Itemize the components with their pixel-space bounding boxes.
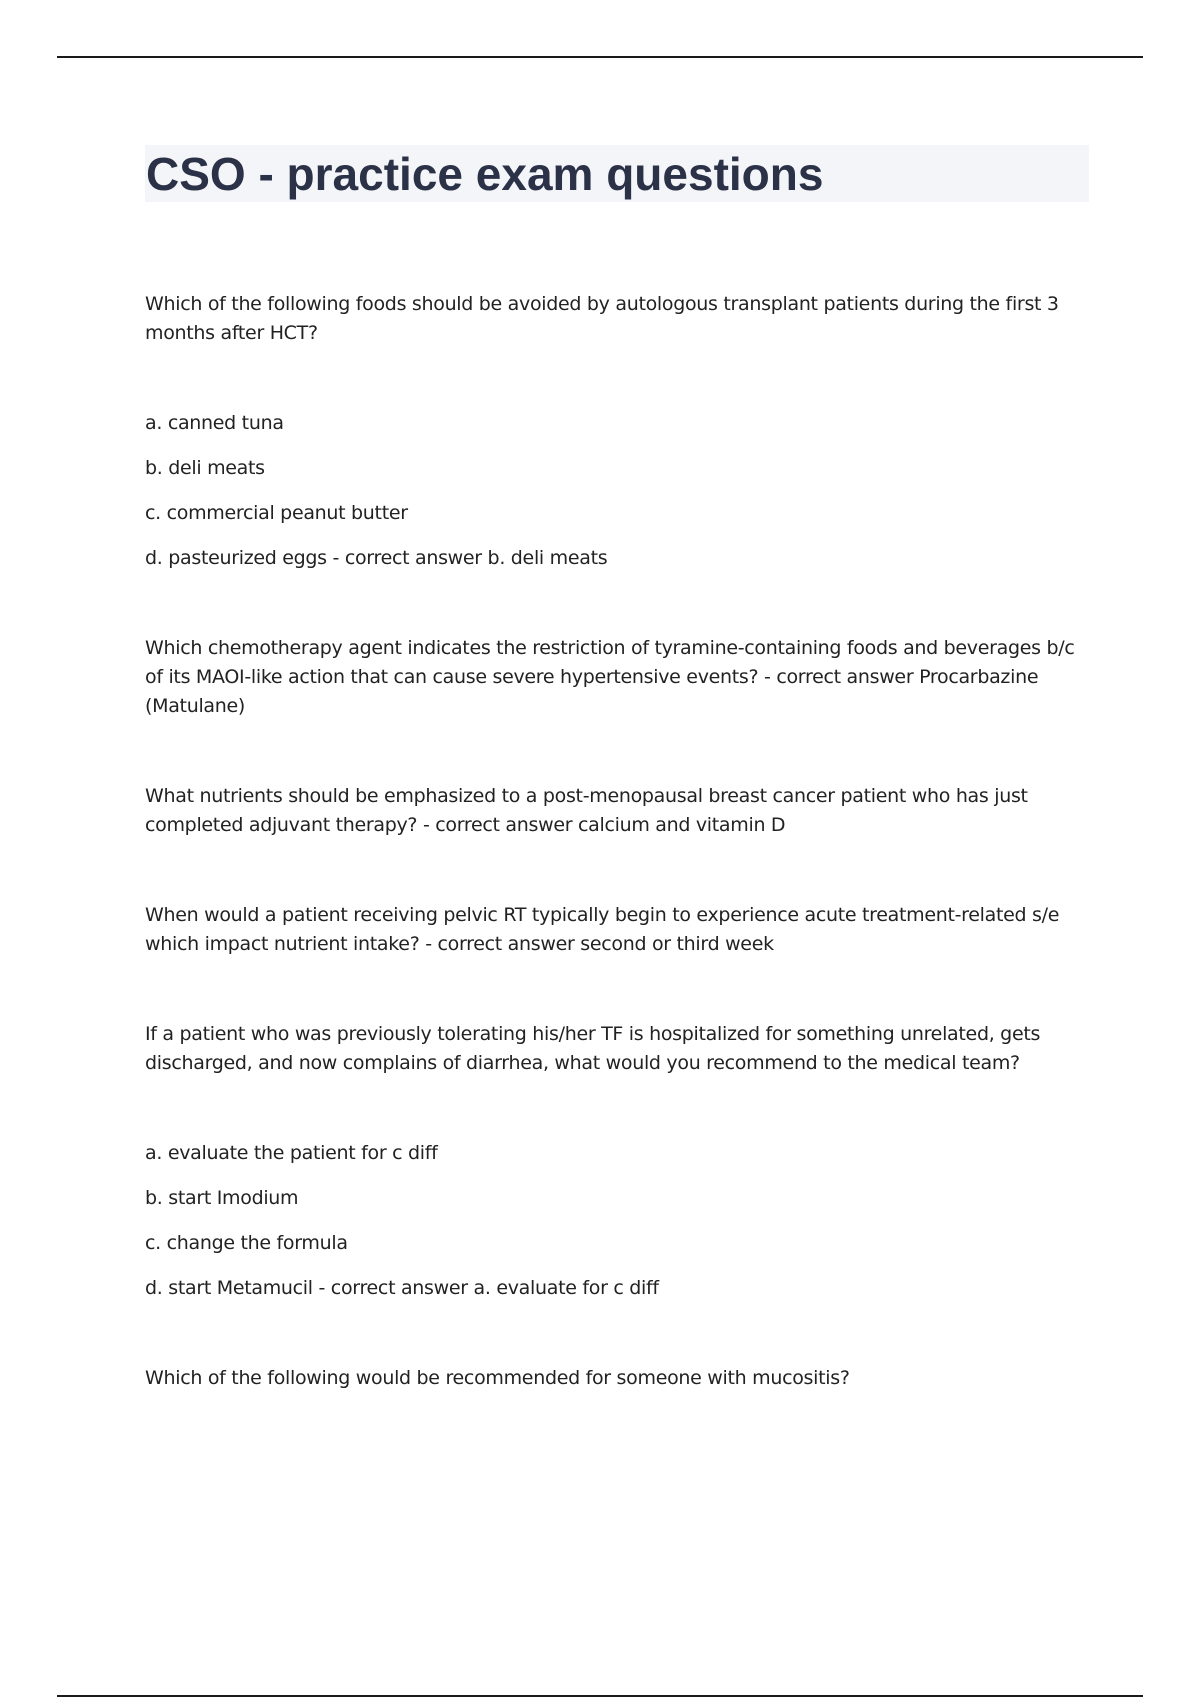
answer-option: b. deli meats xyxy=(145,457,265,479)
answer-option: a. evaluate the patient for c diff xyxy=(145,1142,438,1164)
answer-option: b. start Imodium xyxy=(145,1187,299,1209)
answer-option: d. pasteurized eggs - correct answer b. deli meats xyxy=(145,547,608,569)
top-rule xyxy=(57,56,1143,58)
question-text: Which chemotherapy agent indicates the restriction of tyramine-containing foods and beverages b/c of its MAOI-like action that can cause severe hypertensive events? - correct answer Procarbazine (Matulane) xyxy=(145,637,1075,717)
answer-option: a. canned tuna xyxy=(145,412,284,434)
question-text: Which of the following would be recommended for someone with mucositis? xyxy=(145,1367,850,1389)
question-list xyxy=(145,290,1085,1454)
question-text: Which of the following foods should be avoided by autologous transplant patients during the first 3 months after HCT? xyxy=(145,293,1059,344)
page-title: CSO - practice exam questions xyxy=(146,148,824,200)
answer-options xyxy=(145,1139,1085,1303)
answer-option: d. start Metamucil - correct answer a. evaluate for c diff xyxy=(145,1277,659,1299)
question-text: When would a patient receiving pelvic RT typically begin to experience acute treatment-related s/e which impact nutrient intake? - correct answer second or third week xyxy=(145,904,1060,955)
answer-option: c. commercial peanut butter xyxy=(145,502,408,524)
answer-options xyxy=(145,409,1085,573)
question-text: What nutrients should be emphasized to a post-menopausal breast cancer patient who has just completed adjuvant therapy? - correct answer calcium and vitamin D xyxy=(145,785,1028,836)
bottom-rule xyxy=(57,1695,1143,1697)
answer-option: c. change the formula xyxy=(145,1232,348,1254)
question-text: If a patient who was previously tolerating his/her TF is hospitalized for something unrelated, gets discharged, and now complains of diarrhea, what would you recommend to the medical team? xyxy=(145,1023,1041,1074)
